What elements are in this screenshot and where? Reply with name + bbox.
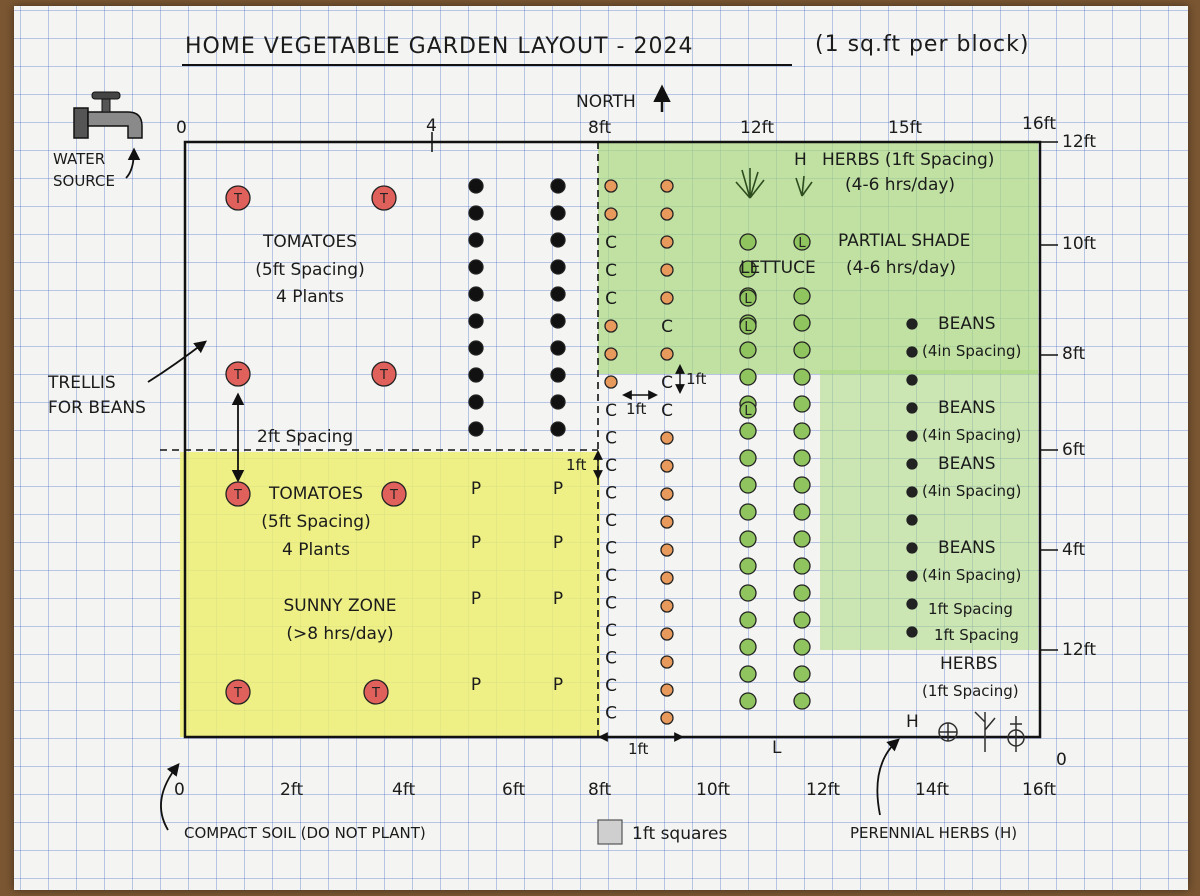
- bottom-tick-4: 4ft: [392, 780, 416, 800]
- carrot-dot: [661, 572, 673, 584]
- perennial-herbs-arrow: [877, 740, 898, 815]
- herbs-top-hours: (4-6 hrs/day): [845, 175, 956, 195]
- lettuce-marker: [794, 396, 810, 412]
- spacing-note-1: 1ft Spacing: [928, 600, 1013, 618]
- pepper-dot: [469, 341, 483, 355]
- herbs-bottom-spacing: (1ft Spacing): [922, 682, 1019, 700]
- tomato-marker-label: T: [234, 488, 242, 503]
- dim-label-1ft-a: 1ft: [626, 400, 647, 418]
- carrot-dot: [661, 460, 673, 472]
- lettuce-marker: [740, 666, 756, 682]
- tomato-marker: [364, 680, 388, 704]
- compact-soil-label: COMPACT SOIL (DO NOT PLANT): [184, 824, 426, 842]
- lettuce-marker: [740, 450, 756, 466]
- carrot-marker: C: [605, 456, 617, 476]
- lettuce-marker: [794, 423, 810, 439]
- lettuce-marker: [740, 423, 756, 439]
- pepper-dot: [469, 233, 483, 247]
- top-tick-12: 12ft: [740, 118, 774, 138]
- water-source-arrow: [126, 150, 134, 178]
- tomato-marker-label: T: [372, 686, 380, 701]
- carrot-marker: C: [605, 593, 617, 614]
- bean-dot: [907, 599, 917, 609]
- lettuce-marker: [794, 585, 810, 601]
- pepper-marker: P: [552, 533, 564, 553]
- bean-dot: [907, 375, 917, 385]
- pepper-dot: [551, 206, 565, 220]
- sunny-zone-name: SUNNY ZONE: [283, 596, 397, 616]
- beans-2-name: BEANS: [938, 398, 996, 418]
- pepper-dot: [469, 287, 483, 301]
- beans-3-name: BEANS: [938, 454, 996, 474]
- pepper-dot: [469, 395, 483, 409]
- lettuce-marker: [740, 342, 756, 358]
- pepper-dot: [469, 314, 483, 328]
- bottom-tick-8: 8ft: [588, 780, 612, 800]
- carrot-dot: [661, 264, 673, 276]
- pepper-marker: P: [552, 479, 564, 499]
- carrot-dot: [605, 208, 617, 220]
- carrot-dot: [605, 180, 617, 192]
- carrot-marker: C: [605, 261, 617, 281]
- lettuce-marker-labeled: [740, 318, 756, 335]
- pepper-dot: [551, 368, 565, 382]
- pepper-dot: [469, 422, 483, 436]
- tomato-marker: [372, 362, 396, 386]
- carrot-dot: [661, 292, 673, 304]
- trellis-label-1: TRELLIS: [48, 373, 116, 393]
- lettuce-marker: [794, 477, 810, 493]
- pepper-dot: [551, 179, 565, 193]
- lettuce-marker: [740, 234, 756, 250]
- beans-1-name: BEANS: [938, 314, 996, 334]
- tomato-marker: [372, 186, 396, 210]
- lettuce-marker: [794, 504, 810, 520]
- right-tick-12b: 12ft: [1062, 640, 1096, 660]
- lettuce-marker: [740, 558, 756, 574]
- herb-marker-top: H: [794, 150, 807, 170]
- bean-dot: [907, 487, 917, 497]
- top-tick-16: 16ft: [1022, 114, 1056, 134]
- carrot-dot: [661, 516, 673, 528]
- trellis-arrow: [148, 342, 205, 382]
- tomato-marker-label: T: [234, 368, 242, 383]
- lettuce-marker: [794, 639, 810, 655]
- lettuce-marker: [740, 369, 756, 385]
- bean-dot: [907, 515, 917, 525]
- top-tick-15: 15ft: [888, 118, 922, 138]
- bottom-tick-6: 6ft: [502, 780, 526, 800]
- carrot-marker: C: [605, 621, 617, 641]
- beans-2-spacing: (4in Spacing): [922, 426, 1022, 444]
- carrot-marker: C: [661, 373, 673, 393]
- perennial-herbs-label: PERENNIAL HERBS (H): [850, 824, 1018, 842]
- lettuce-marker: [740, 693, 756, 709]
- carrot-dot: [661, 208, 673, 220]
- partial-shade-shading: [598, 142, 1038, 374]
- tomatoes-bottom-count: 4 Plants: [282, 540, 350, 560]
- carrot-marker: C: [605, 511, 617, 531]
- lettuce-marker: [794, 666, 810, 682]
- top-tick-0: 0: [176, 118, 187, 138]
- lettuce-marker: [794, 531, 810, 547]
- carrot-marker: C: [605, 483, 617, 504]
- tomatoes-top-count: 4 Plants: [276, 287, 344, 307]
- faucet-icon: [74, 92, 142, 138]
- bottom-tick-2: 2ft: [280, 780, 304, 800]
- bean-dot: [907, 403, 917, 413]
- beans-4-spacing: (4in Spacing): [922, 566, 1022, 584]
- two-ft-spacing-label: 2ft Spacing: [257, 427, 354, 447]
- bean-dot: [907, 571, 917, 581]
- carrot-marker: C: [661, 317, 673, 337]
- carrot-marker: C: [605, 703, 617, 724]
- tomato-marker: [226, 186, 250, 210]
- lettuce-marker: [794, 558, 810, 574]
- tomato-marker-label: T: [234, 686, 242, 701]
- carrot-marker: C: [605, 428, 617, 449]
- tomato-marker-label: T: [234, 192, 242, 207]
- lettuce-marker-labeled-label: L: [744, 404, 752, 419]
- legend-squares-label: 1ft squares: [632, 824, 728, 844]
- carrot-dot: [661, 544, 673, 556]
- top-tick-8: 8ft: [588, 118, 612, 138]
- beans-1-spacing: (4in Spacing): [922, 342, 1022, 360]
- pepper-dot: [551, 422, 565, 436]
- lettuce-marker-labeled: [740, 290, 756, 307]
- right-tick-10: 10ft: [1062, 234, 1096, 254]
- bottom-tick-0: 0: [174, 780, 185, 800]
- tomato-marker-label: T: [380, 192, 388, 207]
- tomato-marker-label: T: [390, 488, 398, 503]
- lettuce-marker: [740, 639, 756, 655]
- carrot-marker: C: [605, 401, 617, 421]
- tomato-marker-label: T: [380, 368, 388, 383]
- pepper-marker: P: [552, 589, 564, 609]
- carrot-dot: [661, 348, 673, 360]
- bean-dot: [907, 459, 917, 469]
- tomatoes-top-name: TOMATOES: [262, 232, 358, 252]
- carrot-dot: [661, 712, 673, 724]
- beans-3-spacing: (4in Spacing): [922, 482, 1022, 500]
- dim-label-1ft-c: 1ft: [566, 456, 587, 474]
- right-tick-12: 12ft: [1062, 132, 1096, 152]
- herbs-bottom-name: HERBS: [940, 654, 998, 674]
- carrot-dot: [605, 320, 617, 332]
- lettuce-marker: [740, 504, 756, 520]
- lettuce-marker-labeled: [740, 402, 756, 419]
- pepper-dot: [469, 260, 483, 274]
- pepper-marker: P: [470, 533, 482, 553]
- right-tick-6: 6ft: [1062, 440, 1086, 460]
- bottom-tick-10: 10ft: [696, 780, 730, 800]
- pepper-dot: [469, 368, 483, 382]
- carrot-marker: C: [605, 233, 617, 253]
- carrot-dot: [661, 236, 673, 248]
- scale-note: (1 sq.ft per block): [815, 32, 1030, 57]
- bean-dot: [907, 543, 917, 553]
- tomato-marker: [226, 362, 250, 386]
- right-tick-4: 4ft: [1062, 540, 1086, 560]
- tomatoes-bottom-name: TOMATOES: [268, 484, 364, 504]
- pepper-dot: [551, 314, 565, 328]
- legend-square-icon: [598, 820, 622, 844]
- right-tick-8: 8ft: [1062, 344, 1086, 364]
- carrot-marker: C: [661, 401, 673, 421]
- lettuce-marker-labeled: [794, 234, 810, 251]
- lettuce-marker: [740, 585, 756, 601]
- pepper-dot: [469, 179, 483, 193]
- pepper-dot: [551, 260, 565, 274]
- pepper-dot: [551, 341, 565, 355]
- lettuce-marker: [794, 315, 810, 331]
- pepper-marker: P: [470, 675, 482, 695]
- lettuce-marker: [794, 612, 810, 628]
- bottom-tick-12: 12ft: [806, 780, 840, 800]
- tomatoes-bottom-spacing: (5ft Spacing): [261, 512, 371, 532]
- top-tick-4: 4: [426, 116, 437, 136]
- lettuce-label: LETTUCE: [740, 258, 816, 278]
- carrot-dot: [661, 600, 673, 612]
- perennial-herbs-icon: [939, 712, 1024, 752]
- lettuce-marker: [794, 450, 810, 466]
- carrot-marker: C: [605, 676, 617, 696]
- bean-dot: [907, 431, 917, 441]
- carrot-marker: C: [605, 648, 617, 669]
- water-source-label-1: WATER: [53, 150, 106, 168]
- carrot-dot: [661, 180, 673, 192]
- carrot-dot: [605, 376, 617, 388]
- lettuce-marker-bottom: L: [772, 738, 782, 758]
- lettuce-marker: [794, 342, 810, 358]
- bean-dot: [907, 627, 917, 637]
- partial-shade-name: PARTIAL SHADE: [838, 231, 971, 251]
- bottom-tick-16: 16ft: [1022, 780, 1056, 800]
- lettuce-marker: [794, 369, 810, 385]
- pepper-dot: [551, 287, 565, 301]
- herbs-top-name: HERBS (1ft Spacing): [822, 150, 995, 170]
- carrot-dot: [661, 432, 673, 444]
- lettuce-marker: [740, 531, 756, 547]
- pepper-dot: [551, 395, 565, 409]
- pepper-marker: P: [552, 675, 564, 695]
- bean-dot: [907, 319, 917, 329]
- lettuce-marker: [794, 288, 810, 304]
- bean-dot: [907, 347, 917, 357]
- lettuce-marker-labeled-label: L: [744, 292, 752, 307]
- trellis-label-2: FOR BEANS: [48, 398, 146, 418]
- north-label: NORTH: [576, 92, 636, 112]
- dim-label-1ft-d: 1ft: [628, 740, 649, 758]
- lettuce-marker-labeled-label: L: [798, 236, 806, 251]
- carrot-dot: [661, 656, 673, 668]
- carrot-marker: C: [605, 566, 617, 586]
- carrot-dot: [661, 628, 673, 640]
- carrot-dot: [661, 488, 673, 500]
- tomatoes-top-spacing: (5ft Spacing): [255, 260, 365, 280]
- pepper-dot: [551, 233, 565, 247]
- pepper-dot: [469, 206, 483, 220]
- beans-4-name: BEANS: [938, 538, 996, 558]
- carrot-marker: C: [605, 289, 617, 309]
- partial-shade-hours: (4-6 hrs/day): [846, 258, 957, 278]
- pepper-marker: P: [470, 479, 482, 499]
- page-title: HOME VEGETABLE GARDEN LAYOUT - 2024: [185, 34, 694, 59]
- lettuce-marker-labeled-label: L: [744, 320, 752, 335]
- lettuce-marker: [740, 477, 756, 493]
- tomato-marker: [226, 680, 250, 704]
- water-source-label-2: SOURCE: [53, 172, 115, 190]
- lettuce-marker: [794, 693, 810, 709]
- dim-label-1ft-b: 1ft: [686, 370, 707, 388]
- carrot-dot: [605, 348, 617, 360]
- carrot-marker: C: [605, 538, 617, 559]
- pepper-marker: P: [470, 589, 482, 609]
- herb-marker-bottom: H: [906, 712, 919, 732]
- carrot-dot: [661, 684, 673, 696]
- right-tick-0: 0: [1056, 750, 1067, 770]
- spacing-note-2: 1ft Spacing: [934, 626, 1019, 644]
- sunny-zone-hours: (>8 hrs/day): [286, 624, 394, 644]
- bottom-tick-14: 14ft: [915, 780, 949, 800]
- lettuce-marker: [740, 612, 756, 628]
